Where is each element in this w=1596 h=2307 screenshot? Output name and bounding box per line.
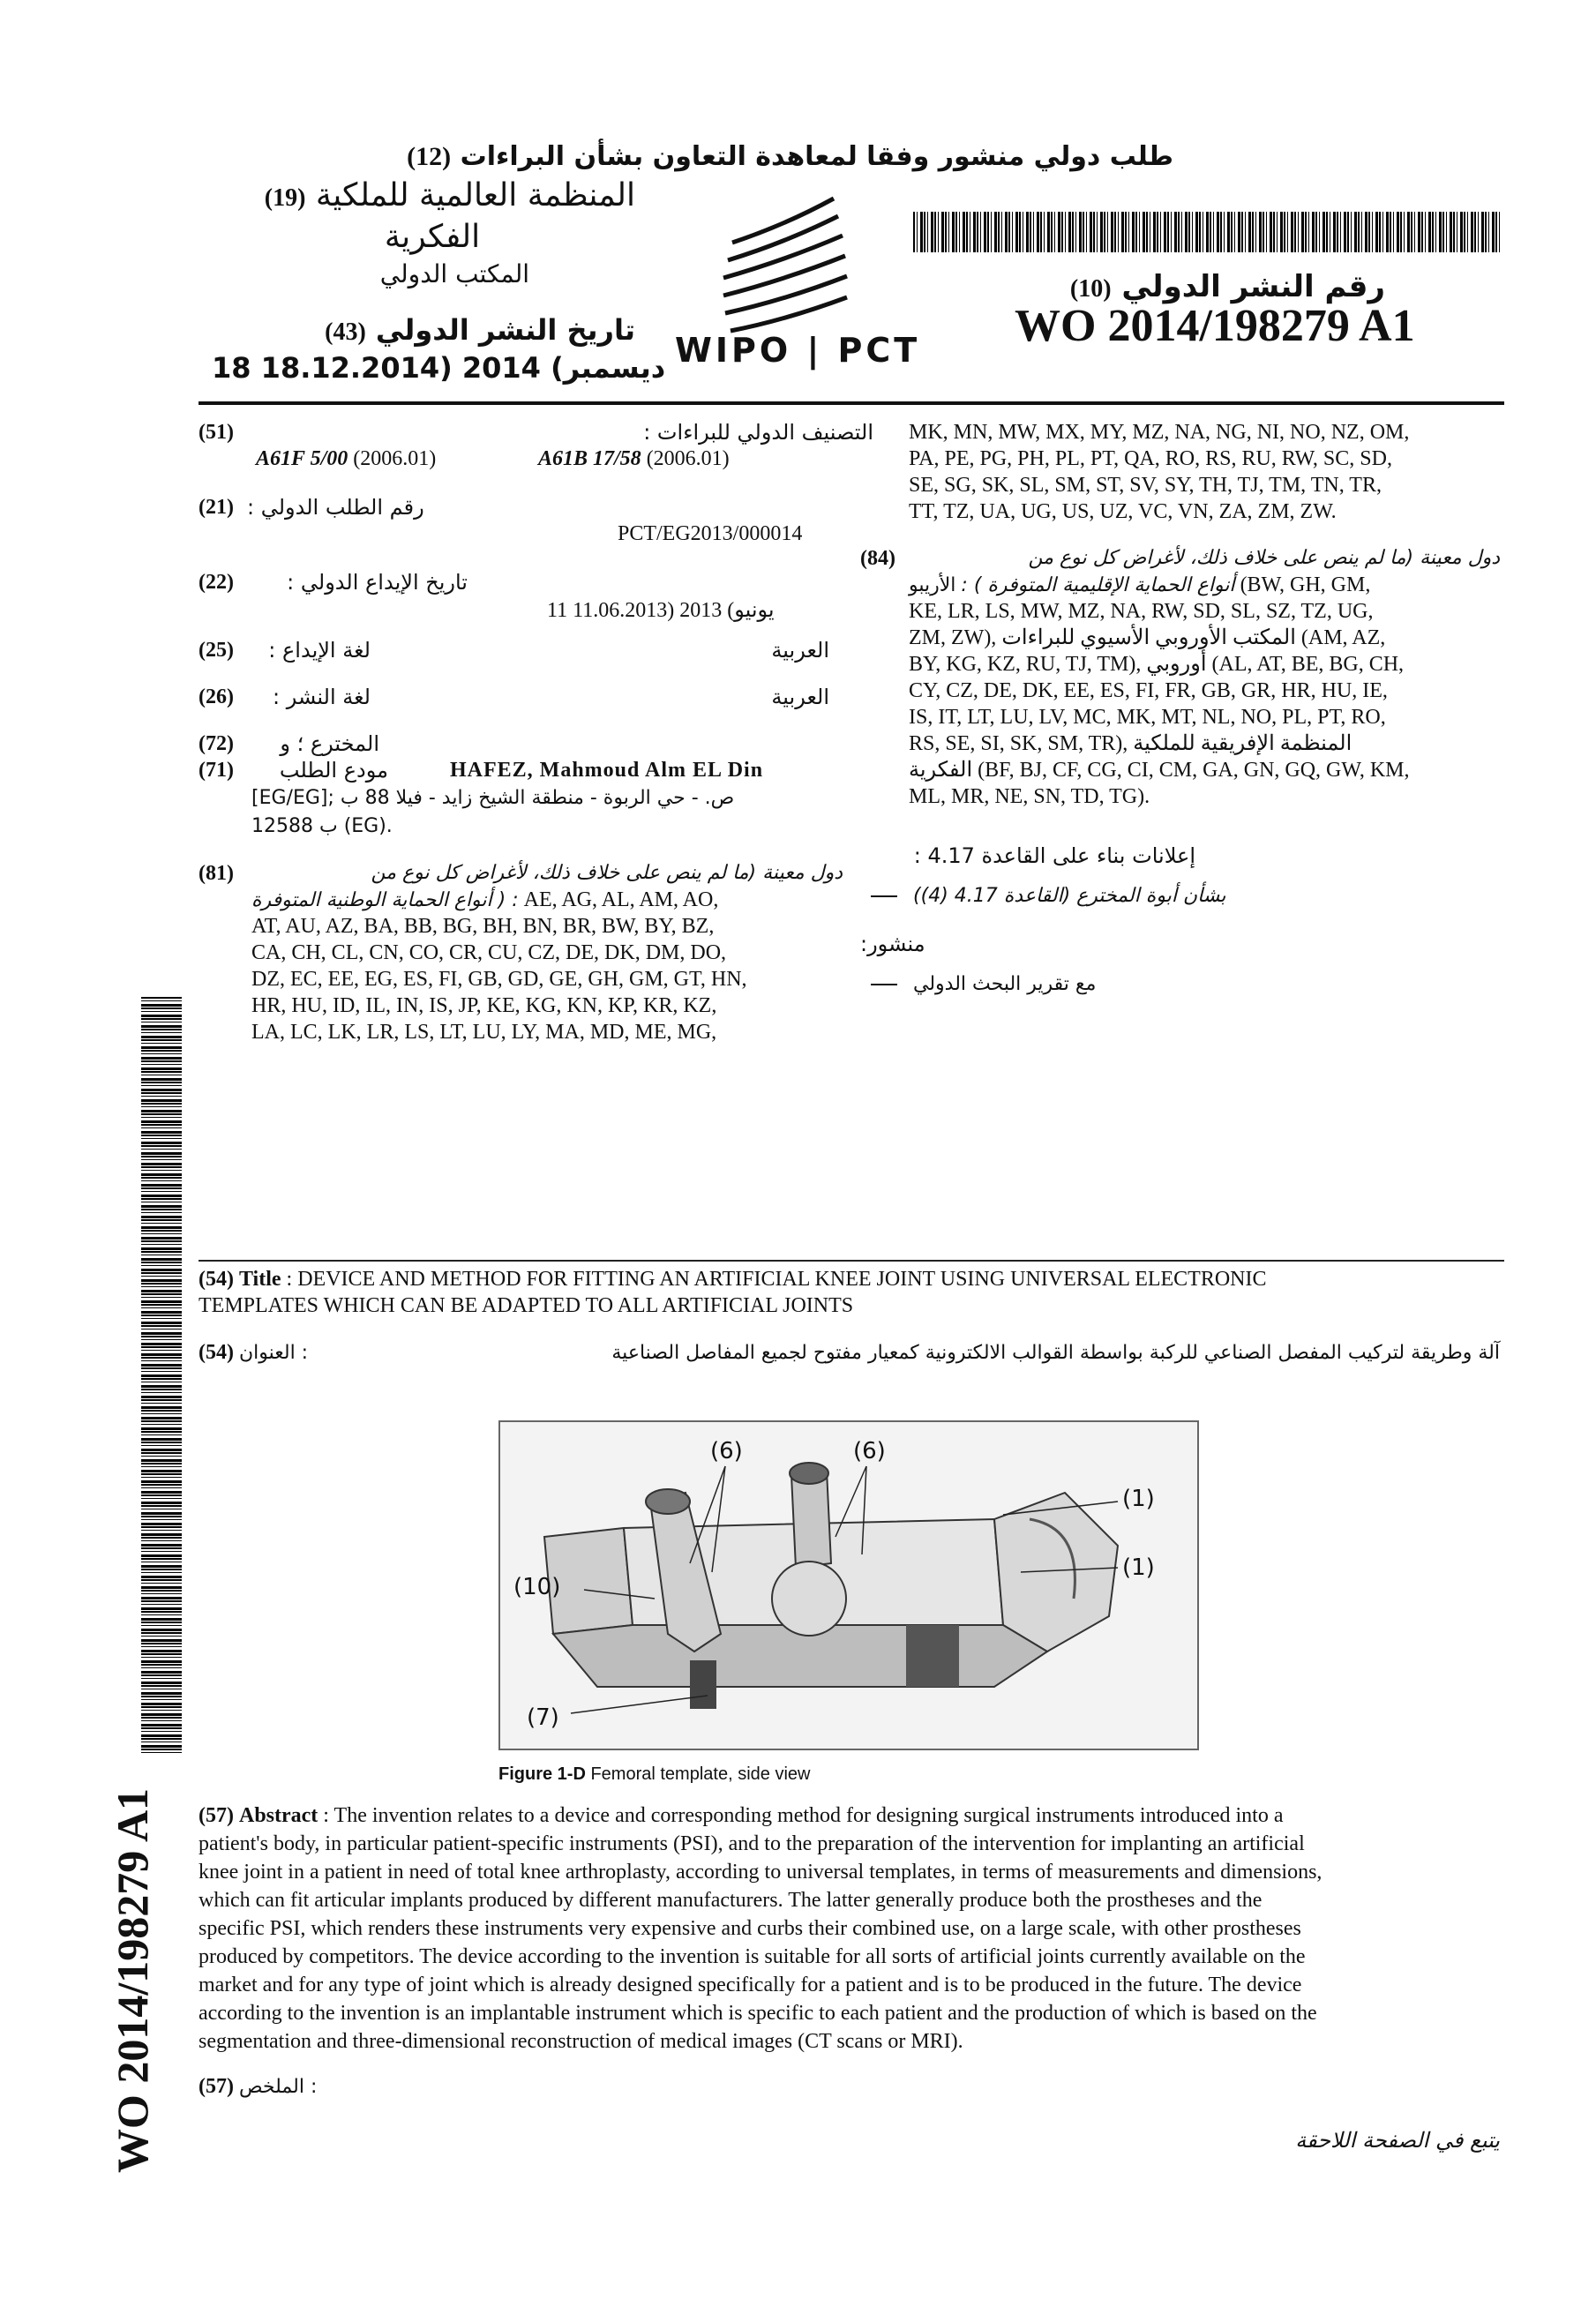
title-en-label: Title [238, 1268, 281, 1291]
title-en-row-1 [199, 1266, 1504, 1293]
f84-label-2: أنواع الحماية الإقليمية المتوفرة ) : [961, 574, 1235, 596]
abstract-num: (57) [199, 1804, 234, 1827]
f84-line-8: الفكرية (BF, BJ, CF, CG, CI, CM, GA, GN, GQ, GW, KM, [909, 759, 1410, 782]
abstract-line-9: segmentation and three-dimensional reconstruction of medical images (CT scans or MRI). [199, 2030, 963, 2053]
pub-date-label-row [265, 313, 635, 347]
f25-label: لغة الإيداع : [268, 638, 371, 663]
f81-cont-1: MK, MN, MW, MX, MY, MZ, NA, NG, NI, NO, NZ, OM, [909, 421, 1410, 444]
f84-line-9: ML, MR, NE, SN, TD, TG). [909, 785, 1150, 808]
abstract-line-5: specific PSI, which renders these instruments very expensive and curbs their combined use, on a large scale, with other prostheses [199, 1917, 1301, 1940]
label-1a: (1) [1122, 1486, 1155, 1512]
abstract-ar-row [199, 2073, 317, 2101]
abstract-line-6: produced by competitors. The device according to the invention is suitable for all sorts of artificial joints currently available on the [199, 1945, 1306, 1968]
label-10: (10) [513, 1574, 561, 1600]
f51-code-1: A61F 5/00 [256, 447, 348, 470]
label-7: (7) [527, 1704, 559, 1731]
f71-num: (71) [199, 759, 234, 782]
f81-cont-4: TT, TZ, UA, UG, US, UZ, VC, VN, ZA, ZM, ZW. [909, 500, 1337, 523]
f21-value: PCT/EG2013/000014 [618, 522, 803, 545]
pct-title-num: (12) [407, 142, 452, 171]
f26-num: (26) [199, 685, 234, 708]
pub-date-value: 18 18.12.2014) 2014 (ديسمبر [212, 351, 666, 385]
side-vertical-number: WO 2014/198279 A1 [108, 1787, 157, 2174]
f22-label: تاريخ الإيداع الدولي : [287, 570, 468, 595]
pct-title-text: طلب دولي منشور وفقا لمعاهدة التعاون بشأن البراءات [460, 141, 1173, 172]
f84-label-3: الأريبو [909, 574, 956, 596]
pub-number-num: (10) [1069, 275, 1112, 303]
published-1-dash [871, 984, 897, 985]
f25-value: العربية [771, 638, 829, 663]
published-label: منشور: [860, 932, 925, 956]
f81-line-6: LA, LC, LK, LR, LS, LT, LU, LY, MA, MD, ME, MG, [251, 1021, 717, 1044]
f51-date-2: (2006.01) [646, 447, 730, 470]
f71-label: مودع الطلب [279, 758, 388, 783]
figure-frame [498, 1420, 1199, 1750]
f71-name: HAFEZ, Mahmoud Alm EL Din [450, 759, 764, 782]
f84-line-3: ZM, ZW), المكتب الأوروبي الأسيوي للبراءات (AM, AZ, [909, 626, 1386, 649]
f51-num: (51) [199, 421, 234, 444]
f81-label: دول معينة (ما لم ينص على خلاف ذلك، لأغراض كل نوع من [371, 862, 843, 884]
f26-label: لغة النشر : [273, 685, 371, 709]
f84-line-5: CY, CZ, DE, DK, EE, ES, FI, FR, GB, GR, HR, HU, IE, [909, 679, 1388, 702]
published-1-row [860, 970, 1213, 998]
pub-number-label-row [1023, 269, 1385, 304]
f22-num: (22) [199, 571, 234, 594]
figure-caption-text: Femoral template, side view [590, 1764, 811, 1784]
f81-cont-3: SE, SG, SK, SL, SM, ST, SV, SY, TH, TJ, TM, TN, TR, [909, 474, 1382, 497]
f84-num: (84) [860, 547, 895, 570]
f81-line-2: AT, AU, AZ, BA, BB, BG, BH, BN, BR, BW, BY, BZ, [251, 915, 715, 938]
f84-line-1-row [909, 572, 1509, 599]
pub-date-num: (43) [325, 318, 366, 346]
f84-line-6: IS, IT, LT, LU, LV, MC, MK, MT, NL, NO, PL, PT, RO, [909, 706, 1386, 729]
label-6b: (6) [853, 1438, 886, 1464]
wipo-logo-text: WIPO | PCT [675, 331, 921, 370]
label-1b: (1) [1122, 1554, 1155, 1581]
f81-cont-2: PA, PE, PG, PH, PL, PT, QA, RO, RS, RU, RW, SC, SD, [909, 447, 1392, 470]
org-num: (19) [264, 184, 306, 212]
decl-1: (بشأن أبوة المخترع (القاعدة 4.17 (4) [913, 885, 1226, 907]
f84-line-4: BY, KG, KZ, RU, TJ, TM), أوروبي (AL, AT, BE, BG, CH, [909, 653, 1405, 676]
abstract-label: Abstract [238, 1804, 318, 1827]
femoral-template-figure [500, 1422, 1197, 1749]
side-barcode [141, 997, 182, 1756]
f81-num: (81) [199, 862, 234, 885]
f71-addr-1: [EG/EG]; ص. - حي الربوة - منطقة الشيخ زايد - فيلا 88 ب [251, 787, 735, 809]
f51-label: التصنيف الدولي للبراءات : [643, 420, 873, 445]
top-barcode [913, 212, 1500, 252]
f21-label: رقم الطلب الدولي : [247, 495, 424, 520]
published-1: مع تقرير البحث الدولي [913, 973, 1097, 995]
f51-date-1: (2006.01) [353, 447, 437, 470]
header-rule [199, 401, 1504, 405]
f72-label: المخترع ؛ و [280, 731, 379, 756]
f21-num: (21) [199, 496, 234, 519]
f84-line-1: (BW, GH, GM, [1240, 573, 1371, 596]
org-name-2: الفكرية [384, 219, 481, 255]
label-6a: (6) [710, 1438, 743, 1464]
title-en-text-1: : DEVICE AND METHOD FOR FITTING AN ARTIFICIAL KNEE JOINT USING UNIVERSAL ELECTRONIC [286, 1268, 1267, 1291]
abstract-line-4: which can fit articular implants produced by different manufacturers. The latter generally produce both the prostheses and the [199, 1889, 1263, 1912]
f81-line-1-row [251, 887, 843, 914]
title-en-num: (54) [199, 1268, 234, 1291]
title-rule [199, 1260, 1504, 1262]
abstract-line-1 [199, 1802, 1504, 1830]
f81-line-5: HR, HU, ID, IL, IN, IS, JP, KE, KG, KN, KP, KR, KZ, [251, 994, 717, 1017]
f25-num: (25) [199, 639, 234, 662]
f71-addr-2: 12588 ب (EG). [251, 815, 393, 837]
abstract-line-7: market and for any type of joint which is already designed specifically for a patient and is to be produced in the future. The device [199, 1974, 1302, 1996]
title-ar-text: آلة وطريقة لتركيب المفصل الصناعي للركبة بواسطة القوالب الالكترونية كمعيار مفتوح لجميع المفاصل الصناعية [611, 1342, 1500, 1364]
pub-date-label: تاريخ النشر الدولي [375, 313, 635, 347]
f81-line-3: CA, CH, CL, CN, CO, CR, CU, CZ, DE, DK, DM, DO, [251, 941, 727, 964]
pct-title [407, 141, 1173, 172]
org-bureau: المكتب الدولي [379, 259, 529, 288]
figure-caption [498, 1764, 810, 1785]
f81-line-4: DZ, EC, EE, EG, ES, FI, GB, GD, GE, GH, GM, GT, HN, [251, 968, 747, 991]
abstract-line-2: patient's body, in particular patient-specific instruments (PSI), and to the preparation of the intervention for implanting an artificial [199, 1832, 1305, 1855]
f22-value: 11 11.06.2013) 2013 (يونيو [547, 599, 775, 622]
f51-label-row [203, 419, 873, 446]
f51-value-2 [538, 446, 730, 472]
f51-value-1 [256, 446, 436, 472]
org-block [176, 176, 635, 218]
continued-note: يتبع في الصفحة اللاحقة [1295, 2128, 1500, 2153]
abstract-line-3: knee joint in a patient in need of total knee arthroplasty, according to universal templates, in terms of measurements and dimensions, [199, 1861, 1323, 1884]
f84-label: دول معينة (ما لم ينص على خلاف ذلك، لأغراض كل نوع من [1028, 547, 1500, 569]
decl-title: إعلانات بناء على القاعدة 4.17 : [913, 843, 1195, 868]
f72-num: (72) [199, 732, 234, 755]
title-ar-num: (54) [199, 1341, 234, 1364]
f84-line-7: RS, SE, SI, SK, SM, TR), المنظمة الإفريقية للملكية [909, 732, 1352, 755]
pub-number-label: رقم النشر الدولي [1121, 269, 1385, 304]
decl-1-row [860, 882, 1301, 910]
decl-1-dash [871, 895, 897, 897]
figure-caption-bold: Figure 1-D [498, 1764, 586, 1784]
pub-number: WO 2014/198279 A1 [1015, 301, 1415, 351]
title-en-text-2: TEMPLATES WHICH CAN BE ADAPTED TO ALL ARTIFICIAL JOINTS [199, 1294, 854, 1317]
f84-line-2: KE, LR, LS, MW, MZ, NA, RW, SD, SL, SZ, TZ, UG, [909, 600, 1374, 623]
abstract-line-8: according to the invention is an implantable instrument which is specific to each patient and the production of which is based on the [199, 2002, 1317, 2025]
abstract-text-1: : The invention relates to a device and corresponding method for designing surgical instruments introduced into a [323, 1804, 1284, 1827]
title-ar-label: العنوان : [238, 1342, 309, 1364]
abstract-ar-num: (57) [199, 2075, 234, 2098]
f26-value: العربية [771, 685, 829, 709]
f51-code-2: A61B 17/58 [538, 447, 641, 470]
org-name-1: المنظمة العالمية للملكية [315, 177, 635, 213]
f81-label-2: أنواع الحماية الوطنية المتوفرة ) : [251, 889, 519, 911]
f81-line-1: AE, AG, AL, AM, AO, [523, 888, 719, 911]
abstract-ar-label: الملخص : [238, 2076, 318, 2098]
